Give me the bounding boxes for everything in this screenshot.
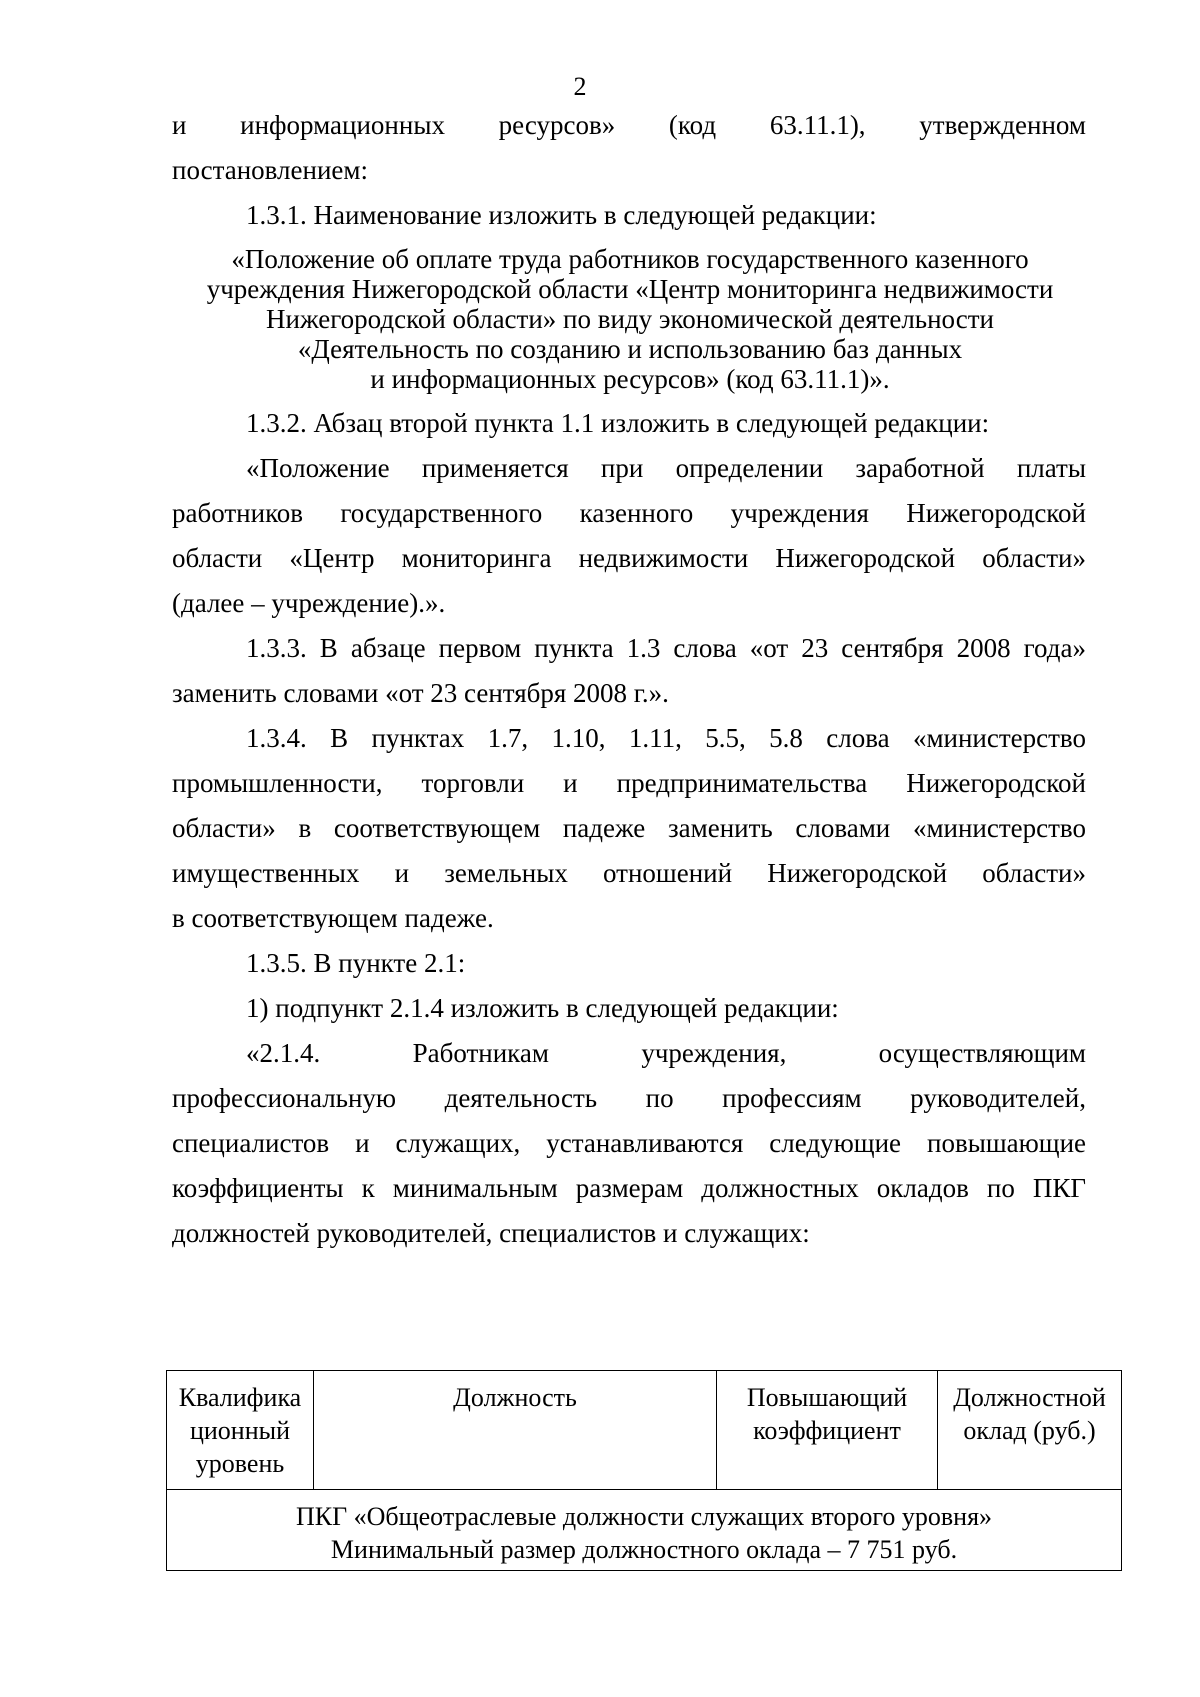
paragraph-1-3-3: 1.3.3. В абзаце первом пункта 1.3 слова «от 23 сентября 2008 года» <box>246 633 1086 663</box>
text-line: профессиональную деятельность по профессиям руководителей, <box>172 1083 1086 1113</box>
page-number: 2 <box>573 72 587 101</box>
quoted-title-line: «Положение об оплате труда работников государственного казенного <box>231 244 1029 274</box>
text-line: коэффициенты к минимальным размерам должностных окладов по ПКГ <box>172 1173 1086 1203</box>
text-line: специалистов и служащих, устанавливаются следующие повышающие <box>172 1128 1086 1158</box>
text-line: области» в соответствующем падеже заменить словами «министерство <box>172 813 1086 843</box>
paragraph-2-1-4: «2.1.4. Работникам учреждения, осуществляющим <box>246 1038 1086 1068</box>
quoted-title-line: «Деятельность по созданию и использованию баз данных <box>297 334 963 364</box>
pkg-group-row: ПКГ «Общеотраслевые должности служащих второго уровня» Минимальный размер должностного оклада – 7 751 руб. <box>167 1490 1122 1571</box>
paragraph-1-3-4: 1.3.4. В пунктах 1.7, 1.10, 1.11, 5.5, 5.8 слова «министерство <box>246 723 1086 753</box>
text-line: должностей руководителей, специалистов и служащих: <box>172 1218 810 1248</box>
text-line: имущественных и земельных отношений Нижегородской области» <box>172 858 1086 888</box>
coefficients-table <box>166 1370 1122 1571</box>
quoted-title-line: учреждения Нижегородской области «Центр мониторинга недвижимости <box>206 274 1054 304</box>
table-row <box>167 1490 1122 1571</box>
text-line: и информационных ресурсов» (код 63.11.1), утвержденном <box>172 110 1086 140</box>
header-qualification-level: Квалифика ционный уровень <box>167 1371 314 1490</box>
header-coefficient: Повышающий коэффициент <box>717 1371 938 1490</box>
text-line: промышленности, торговли и предпринимательства Нижегородской <box>172 768 1086 798</box>
text-line: «Положение применяется при определении заработной платы <box>246 453 1086 483</box>
quoted-title-line: и информационных ресурсов» (код 63.11.1)». <box>370 364 890 394</box>
text-line: постановлением: <box>172 155 368 185</box>
table-header-row <box>167 1371 1122 1490</box>
subitem-1: 1) подпункт 2.1.4 изложить в следующей редакции: <box>246 993 839 1023</box>
paragraph-1-3-5: 1.3.5. В пункте 2.1: <box>246 948 466 978</box>
text-line: (далее – учреждение).». <box>172 588 446 618</box>
paragraph-1-3-2: 1.3.2. Абзац второй пункта 1.1 изложить в следующей редакции: <box>246 408 990 438</box>
paragraph-1-3-1: 1.3.1. Наименование изложить в следующей редакции: <box>246 200 877 230</box>
text-line: работников государственного казенного учреждения Нижегородской <box>172 498 1086 528</box>
header-position: Должность <box>314 1371 717 1490</box>
quoted-title-line: Нижегородской области» по виду экономической деятельности <box>266 304 994 334</box>
text-line: в соответствующем падеже. <box>172 903 494 933</box>
header-salary: Должностной оклад (руб.) <box>938 1371 1122 1490</box>
text-line: заменить словами «от 23 сентября 2008 г.». <box>172 678 669 708</box>
text-line: области «Центр мониторинга недвижимости Нижегородской области» <box>172 543 1086 573</box>
